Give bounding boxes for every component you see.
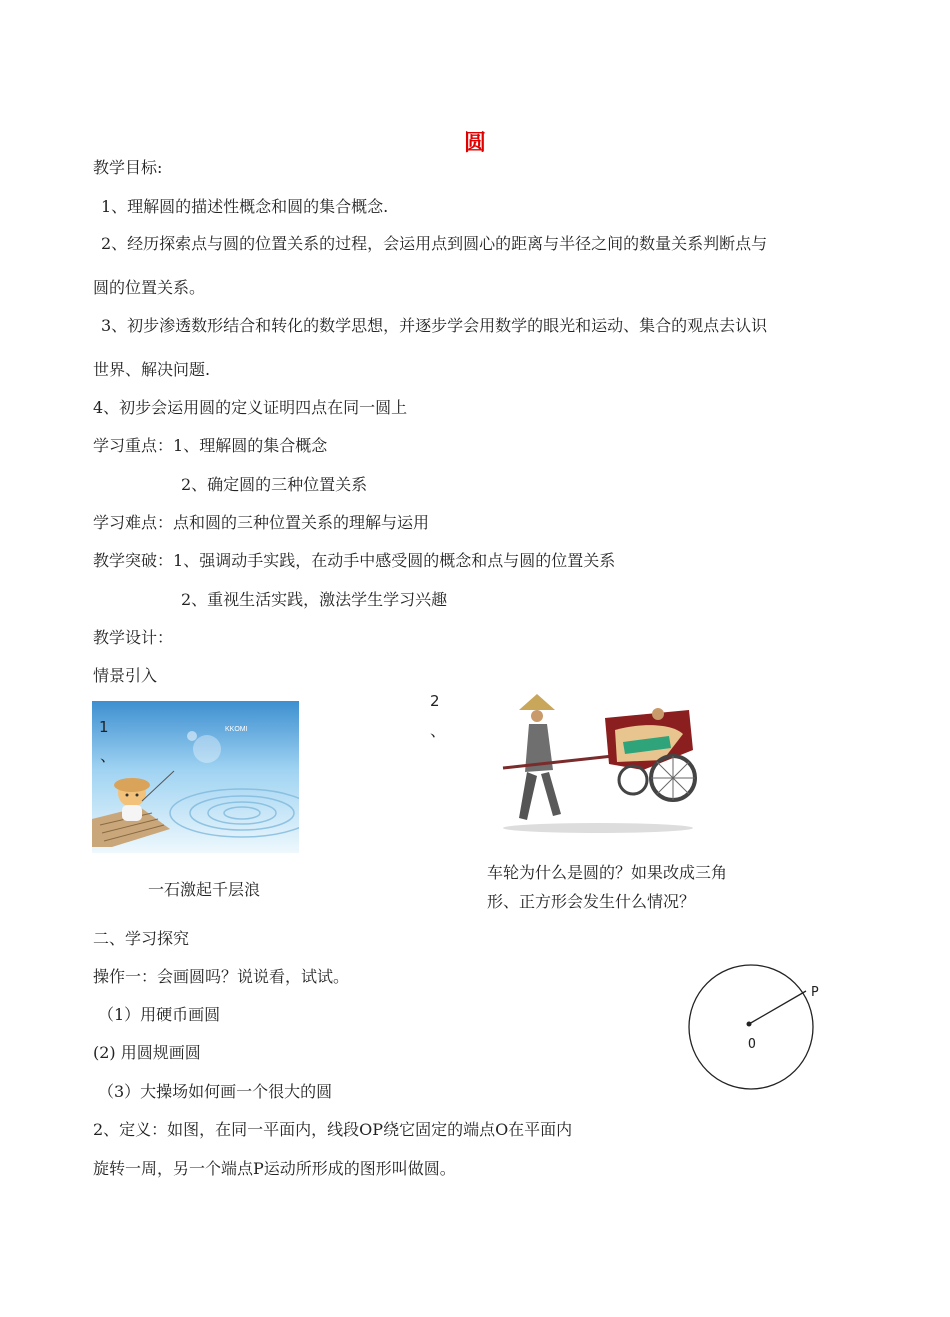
scene1-number: 1 <box>99 718 109 736</box>
design-heading: 教学设计： <box>93 628 174 647</box>
breakthrough-item: 1、强调动手实践，在动手中感受圆的概念和点与圆的位置关系 <box>173 551 616 570</box>
circle-figure <box>682 960 832 1100</box>
point-label: P <box>811 985 819 1000</box>
key-points <box>93 435 327 457</box>
key-points-label: 学习重点： <box>93 436 174 455</box>
scene2-caption-line: 形、正方形会发生什么情况？ <box>487 892 696 911</box>
objective-item: 圆的位置关系。 <box>93 278 206 297</box>
page-title: 圆 <box>463 130 486 156</box>
scene1-caption: 一石激起千层浪 <box>148 880 261 899</box>
rickshaw-image <box>493 690 705 835</box>
key-point-item: 2、确定圆的三种位置关系 <box>181 475 368 494</box>
key-point-item: 1、理解圆的集合概念 <box>173 436 328 455</box>
difficulty: 学习难点：点和圆的三种位置关系的理解与运用 <box>93 513 430 532</box>
scene1-mark: 、 <box>100 746 117 765</box>
method-item: (2) 用圆规画圆 <box>93 1043 201 1062</box>
method-item: （3）大操场如何画一个很大的圆 <box>98 1082 333 1101</box>
breakthrough-item: 2、重视生活实践，激法学生学习兴趣 <box>181 590 448 609</box>
objective-item: 2、经历探索点与圆的位置关系的过程，会运用点到圆心的距离与半径之间的数量关系判断点与 <box>101 234 768 253</box>
breakthrough <box>93 550 615 572</box>
scene2-number: 2 <box>430 692 440 710</box>
radius-op <box>749 991 806 1024</box>
breakthrough-label: 教学突破： <box>93 551 174 570</box>
center-point <box>747 1022 752 1027</box>
ripple-illustration <box>92 701 299 853</box>
ripple-image <box>92 701 299 853</box>
rickshaw-illustration <box>493 690 705 835</box>
method-item: （1）用硬币画圆 <box>98 1005 221 1024</box>
circle-diagram <box>682 960 832 1100</box>
objectives-heading: 教学目标: <box>93 158 163 177</box>
watermark-text: KKOMI <box>225 726 248 733</box>
circle-outline <box>689 965 813 1089</box>
objective-item: 3、初步渗透数形结合和转化的数学思想，并逐步学会用数学的眼光和运动、集合的观点去认识 <box>101 316 768 335</box>
definition-line: 2、定义：如图，在同一平面内，线段OP绕它固定的端点O在平面内 <box>93 1120 573 1139</box>
objective-item: 世界、解决问题. <box>93 360 211 379</box>
objective-item: 1、理解圆的描述性概念和圆的集合概念. <box>101 197 389 216</box>
operation1: 操作一：会画圆吗？说说看，试试。 <box>93 967 350 986</box>
definition-line: 旋转一周，另一个端点P运动所形成的图形叫做圆。 <box>93 1159 456 1178</box>
intro-heading: 情景引入 <box>93 666 158 685</box>
scene2-mark: 、 <box>430 721 447 740</box>
center-label: O <box>748 1037 756 1052</box>
objective-item: 4、初步会运用圆的定义证明四点在同一圆上 <box>93 398 408 417</box>
section2-heading: 二、学习探究 <box>93 929 190 948</box>
scene2-caption-line: 车轮为什么是圆的？如果改成三角 <box>487 863 728 882</box>
